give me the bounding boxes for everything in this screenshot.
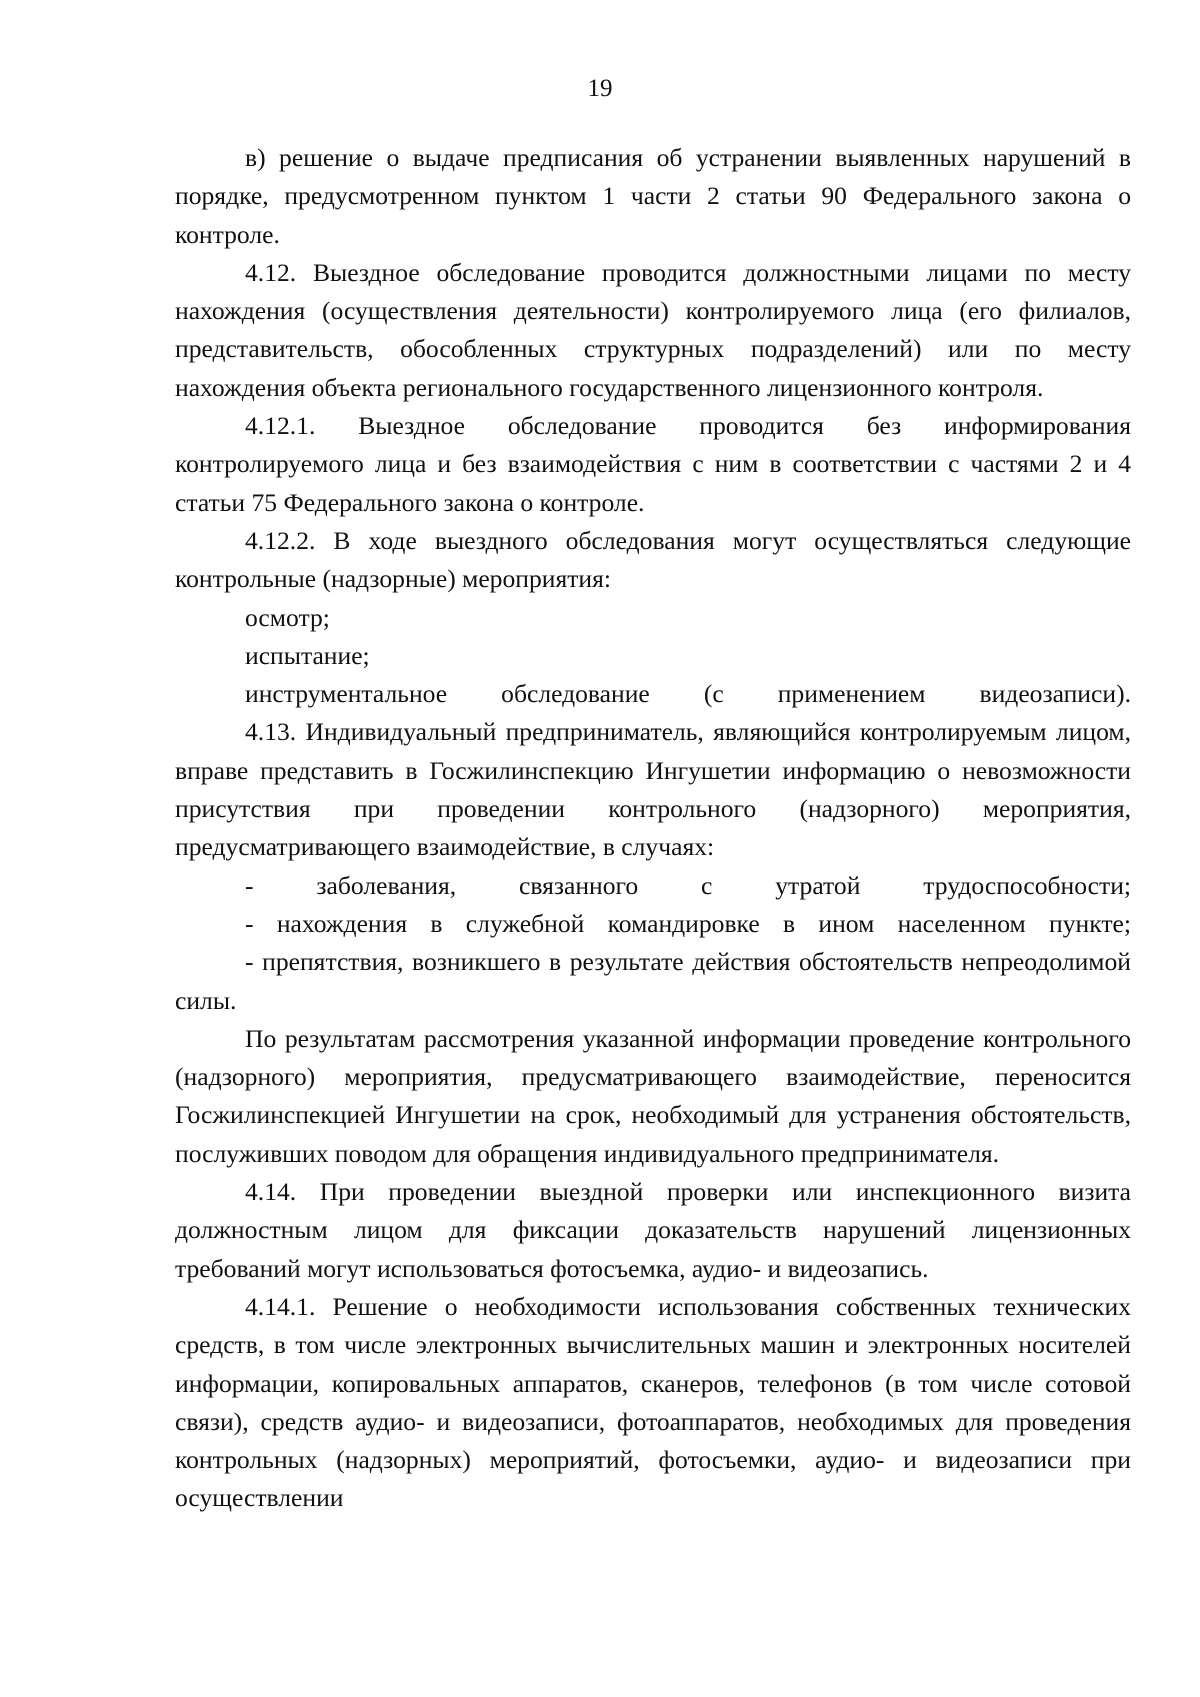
list-item-testing: испытание; <box>245 640 370 670</box>
paragraph-postponement: По результатам рассмотрения указанной информации проведение контрольного (надзорного) мероприятия, предусматривающего взаимодействие, переносится Госжилинспекцией Ингушетии на срок, необходимый для устранения обстоятельств, послуживших поводом для обращения индивидуального предпринимателя. <box>175 1023 1131 1168</box>
paragraph-4-12: 4.12. Выездное обследование проводится должностными лицами по месту нахождения (осуществления деятельности) контролируемого лица (его филиалов, представительств, обособленных структурных подразделений) или по месту нахождения объекта регионального государственного лицензионного контроля. <box>175 257 1131 402</box>
list-item-force-majeure: - препятствия, возникшего в результате действия обстоятельств непреодолимой силы. <box>175 947 1131 1015</box>
list-item-inspection: осмотр; <box>245 602 330 632</box>
paragraph-4-14: 4.14. При проведении выездной проверки или инспекционного визита должностным лицом для фиксации доказательств нарушений лицензионных требований могут использоваться фотосъемка, аудио- и видеозапись. <box>175 1177 1131 1283</box>
list-item-business-trip: - нахождения в служебной командировке в ином населенном пункте; <box>245 908 1131 938</box>
paragraph-4-14-1: 4.14.1. Решение о необходимости использования собственных технических средств, в том числе электронных вычислительных машин и электронных носителей информации, копировальных аппаратов, сканеров, телефонов (в том числе сотовой связи), средств аудио- и видеозаписи, фотоаппаратов, необходимых для проведения контрольных (надзорных) мероприятий, фотосъемки, аудио- и видеозаписи при осуществлении <box>175 1291 1131 1513</box>
page-number: 19 <box>587 75 613 102</box>
list-item-instrumental-survey: инструментальное обследование (с применением видеозаписи). <box>245 679 1131 709</box>
document-body <box>175 139 1131 1518</box>
list-item-illness: - заболевания, связанного с утратой трудоспособности; <box>245 870 1131 900</box>
paragraph-4-13: 4.13. Индивидуальный предприниматель, являющийся контролируемым лицом, вправе представить в Госжилинспекцию Ингушетии информацию о невозможности присутствия при проведении контрольного (надзорного) мероприятия, предусматривающего взаимодействие, в случаях: <box>175 717 1131 862</box>
paragraph-prescription-decision: в) решение о выдаче предписания об устранении выявленных нарушений в порядке, предусмотренном пунктом 1 части 2 статьи 90 Федерального закона о контроле. <box>175 143 1131 249</box>
paragraph-4-12-1: 4.12.1. Выездное обследование проводится без информирования контролируемого лица и без взаимодействия с ним в соответствии с частями 2 и 4 статьи 75 Федерального закона о контроле. <box>175 411 1131 517</box>
paragraph-4-12-2: 4.12.2. В ходе выездного обследования могут осуществляться следующие контрольные (надзорные) мероприятия: <box>175 525 1131 594</box>
